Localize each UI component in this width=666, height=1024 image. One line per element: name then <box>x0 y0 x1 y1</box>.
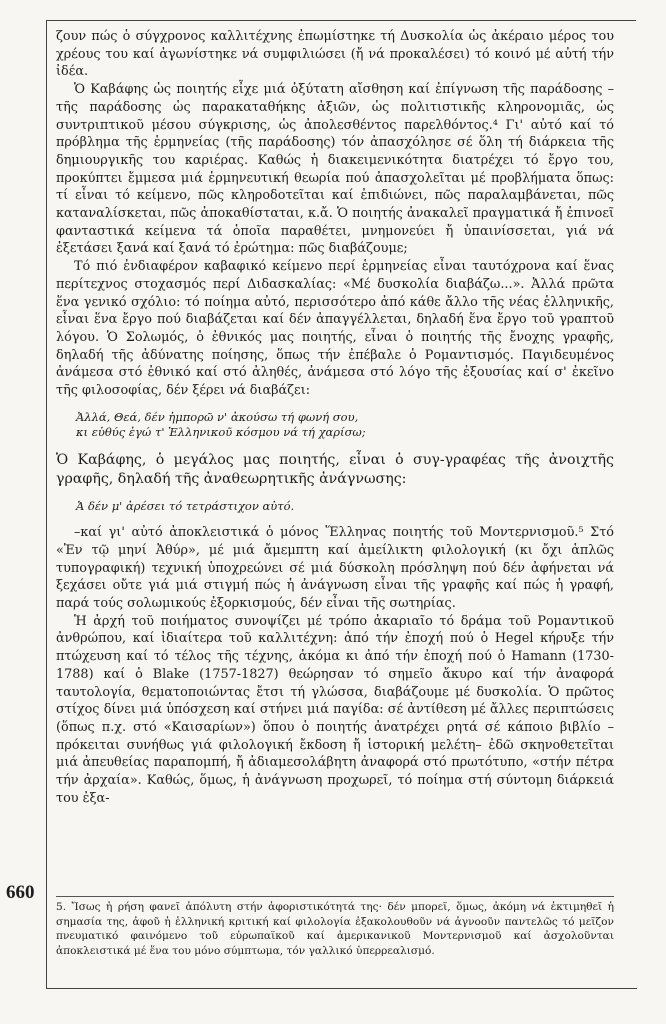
quote-line-3: Ἀ δέν μ' ἀρέσει τό τετράστιχον αὐτό. <box>76 498 295 513</box>
paragraph-1: ζουν πώς ὁ σύγχρονος καλλιτέχνης ἐπωμίστηκε τή Δυσκολία ὡς ἀκέραιο μέρος του χρέους του καί ἀγωνίστηκε νά συμφιλιώσει (ἤ νά προκαλέσει) τό κοινό μέ αὐτή τήν ἰδέα. <box>56 29 614 80</box>
poem-quote-1 <box>76 410 614 441</box>
footnote: 5. Ἴσως ἡ ρήση φανεῖ ἀπόλυτη στήν ἀφοριστικότητά της· δέν μπορεῖ, ὅμως, ἀκόμη νά ἐκτιμηθεῖ ἡ σημασία της, ἀφοῦ ἡ ἑλληνική κριτική καί φιλολογία ἐξακολουθοῦν νά ἀγνοοῦν παντελῶς τό μεῖζον πνευματικό φαινόμενο τοῦ εὐρωπαϊκοῦ καί ἀμερικανικοῦ Μοντερνισμοῦ καί ἀσχολοῦνται ἀποκλειστικά μέ ἕνα του μόνο σύμπτωμα, τόν γαλλικό ὑπερρεαλισμό. <box>56 901 614 957</box>
paragraph-6: Ἡ ἀρχή τοῦ ποιήματος συνοψίζει μέ τρόπο ἀκαριαῖο τό δράμα τοῦ Ρομαντικοῦ ἀνθρώπου, καί ἰδιαίτερα τοῦ καλλιτέχνη: ἀπό τήν ἐποχή πού ὁ Hegel κήρυξε τήν πτώχευση καί τό τέλος τῆς τέχνης, ἀκόμα κι ἀπό τήν ἐποχή πού ὁ Hamann (1730-1788) καί ὁ Blake (1757-1827) θεώρησαν τό σημεῖο ἄκυρο καί τήν ἀναφορά ταυτολογία, θεματοποιώντας ἔτσι τή γλώσσα, διαβάζουμε μέ δυσκολία. Ὁ πρῶτος στίχος δίνει μιά ὑπόσχεση καί στήνει μιά παγίδα: σέ ἀντίθεση μέ ἄλλες περιπτώσεις (ὅπως π.χ. στό «Καισαρίων») ὅπου ὁ ποιητής ἀνατρέχει ρητά σέ κάποιο βιβλίο –πρόκειται συνήθως γιά φιλολογική ἔκδοση ἤ ἱστορική μελέτη– ἐδῶ σκηνοθετεῖται μιά ἀπευθείας παραπομπή, ἤ ἀδιαμεσολάβητη ἀναφορά στό πρωτότυπο, «στήν πέτρα τήν ἀρχαία». Καθώς, ὅμως, ἡ ἀνάγνωση προχωρεῖ, τό ποίημα στή σύντομη διάρκειά του ἐξα- <box>56 613 614 806</box>
body-text <box>56 28 614 808</box>
paragraph-3: Τό πιό ἐνδιαφέρον καβαφικό κείμενο περί ἑρμηνείας εἶναι ταυτόχρονα καί ἕνας περίτεχνος στοχασμός περί Διδασκαλίας: «Μέ δυσκολία διαβάζω...». Ἀλλά πρῶτα ἕνα γενικό σχόλιο: τό ποίημα αὐτό, περισσότερο ἀπό κάθε ἄλλο τῆς νέας ἑλληνικῆς, εἶναι ἕνα ἔργο πού διαβάζεται καί δέν ἀπαγγέλλεται, δηλαδή ἕνα ἔργο τοῦ γραπτοῦ λόγου. Ὁ Σολωμός, ὁ ἐθνικός μας ποιητής, εἶναι ὁ ποιητής τῆς ἔνοχης γραφῆς, δηλαδή τῆς ἀδύνατης ποίησης, ὅπως τήν ἐπέβαλε ὁ Ρομαντισμός. Παγιδευμένος ἀνάμεσα στό ἐθνικό καί στό ἀληθές, ἀνάμεσα στό λόγο τῆς ἐξουσίας καί σ' ἐκεῖνο τῆς φιλοσοφίας, δέν ξέρει νά διαβάζει: <box>56 259 614 399</box>
footnote-rule <box>56 896 614 897</box>
quote-line-2: κι εὐθύς ἐγώ τ' Ἑλληνικοῦ κόσμου νά τή χαρίσω; <box>76 425 366 440</box>
poem-quote-2 <box>76 499 614 515</box>
page-number: 660 <box>6 882 35 903</box>
paragraph-5: –καί γι' αὐτό ἀποκλειστικά ὁ μόνος Ἕλληνας ποιητής τοῦ Μοντερνισμοῦ.⁵ Στό «Ἐν τῷ μηνί Ἀθύρ», μέ μιά ἄμεμπτη καί ἀμείλικτη φιλολογική (κι ὄχι ἁπλῶς τυπογραφική) τεχνική ὑποχρεώνει σέ μιά δύσκολη πρόσληψη πού δέν ἀφήνεται νά ξεχάσει οὔτε γιά μιά στιγμή πώς ἡ ἀνάγνωση εἶναι τῆς γραφῆς καί πώς ἡ γραφή, παρά τούς σολωμικούς ἐξορκισμούς, δέν εἶναι τῆς σωτηρίας. <box>56 525 614 612</box>
quote-line-1: Ἀλλά, Θεά, δέν ἠμπορῶ ν' ἀκούσω τή φωνή σου, <box>76 409 359 424</box>
paragraph-2: Ὁ Καβάφης ὡς ποιητής εἶχε μιά ὀξύτατη αἴσθηση καί ἐπίγνωση τῆς παράδοσης –τῆς παράδοσης ὡς παρακαταθήκης ἀξιῶν, ὡς πολιτιστικῆς κληρονομιᾶς, ὡς συντριπτικοῦ μέσου σύγκρισης, ὡς ἀπολεσθέντος παρελθόντος.⁴ Γι' αὐτό καί τό πρόβλημα τῆς ἑρμηνείας (τῆς παράδοσης) τόν ἀπασχόλησε σέ ὅλη τή διάρκεια τῆς δημιουργικῆς του καριέρας. Καθώς ἡ διακειμενικότητα διατρέχει τό ἔργο του, προκύπτει ἔμμεσα μιά ἑρμηνευτική θεωρία πού ἀπασχολεῖται μέ προβλήματα ὅπως: τί εἶναι τό κείμενο, πῶς κληροδοτεῖται καί ἐπιδιώνει, πῶς παραλαμβάνεται, πῶς καταναλίσκεται, πῶς ἀποκαθίσταται, κ.ἄ. Ὁ ποιητής ἀνακαλεῖ πραγματικά ἤ ἐπινοεῖ φανταστικά κείμενα τά ὁποῖα παραθέτει, μνημονεύει ἤ ὑπαινίσσεται, γιά νά ἐξετάσει ξανά καί ξανά τό ἐρώτημα: πῶς διαβάζουμε; <box>56 82 614 257</box>
paragraph-4: Ὁ Καβάφης, ὁ μεγάλος μας ποιητής, εἶναι ὁ συγ-γραφέας τῆς ἀνοιχτῆς γραφῆς, δηλαδή τῆς ἀναθεωρητικῆς ἀνάγνωσης: <box>56 451 614 487</box>
